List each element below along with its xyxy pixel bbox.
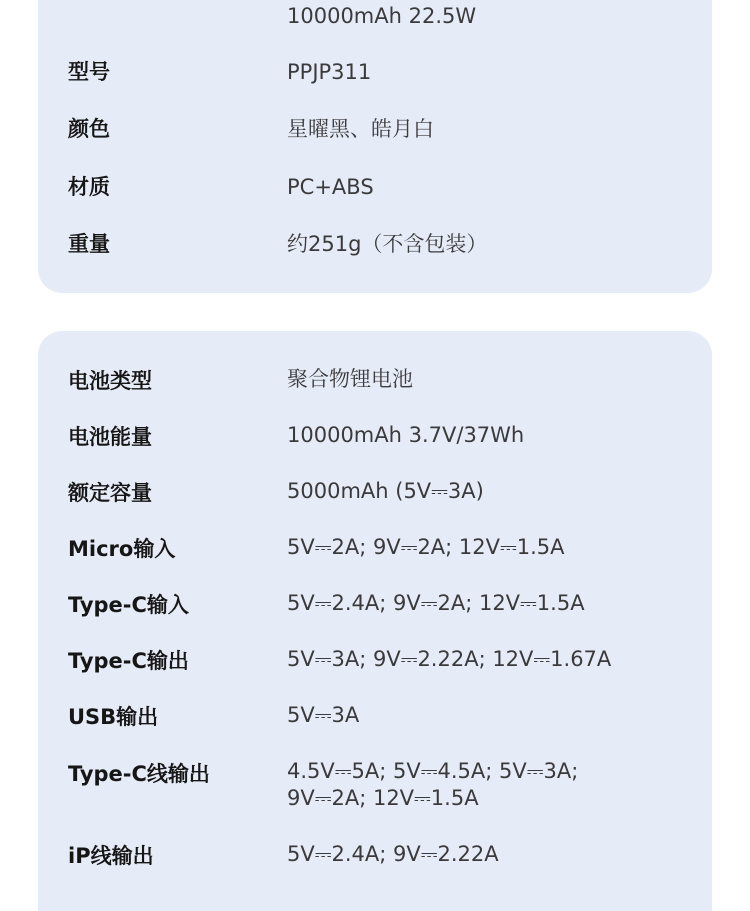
spec-label: USB输出 [68,705,159,729]
spec-label: Type-C线输出 [68,762,210,786]
spec-value: 星曜黑、皓月白 [287,117,434,141]
spec-value: PPJP311 [287,60,372,84]
spec-value: 5V⎓2.4A; 9V⎓2A; 12V⎓1.5A [287,591,585,615]
spec-value: 4.5V⎓5A; 5V⎓4.5A; 5V⎓3A; 9V⎓2A; 12V⎓1.5A [287,759,579,810]
spec-value: PC+ABS [287,175,374,199]
spec-value: 聚合物锂电池 [287,367,413,391]
spec-value: 5V⎓3A [287,703,360,727]
spec-card-basic [38,0,712,293]
spec-label: Micro输入 [68,537,176,561]
spec-label: 型号 [68,60,110,84]
spec-value: 10000mAh 3.7V/37Wh [287,423,525,447]
spec-label: 电池类型 [68,369,152,393]
spec-label: Type-C输入 [68,593,189,617]
spec-label: 重量 [68,232,110,256]
spec-label: 电池能量 [68,425,152,449]
capacity-power-value: 10000mAh 22.5W [287,4,477,28]
spec-label: 材质 [68,175,110,199]
spec-value: 5V⎓2.4A; 9V⎓2.22A [287,842,499,866]
spec-label: iP线输出 [68,844,154,868]
spec-value: 5000mAh (5V⎓3A) [287,479,484,503]
spec-card-electrical [38,331,712,911]
spec-label: 颜色 [68,117,110,141]
spec-label: Type-C输出 [68,649,189,673]
spec-value: 5V⎓2A; 9V⎓2A; 12V⎓1.5A [287,535,565,559]
spec-value: 约251g（不含包装） [287,232,488,256]
spec-value: 5V⎓3A; 9V⎓2.22A; 12V⎓1.67A [287,647,612,671]
spec-label: 额定容量 [68,481,152,505]
